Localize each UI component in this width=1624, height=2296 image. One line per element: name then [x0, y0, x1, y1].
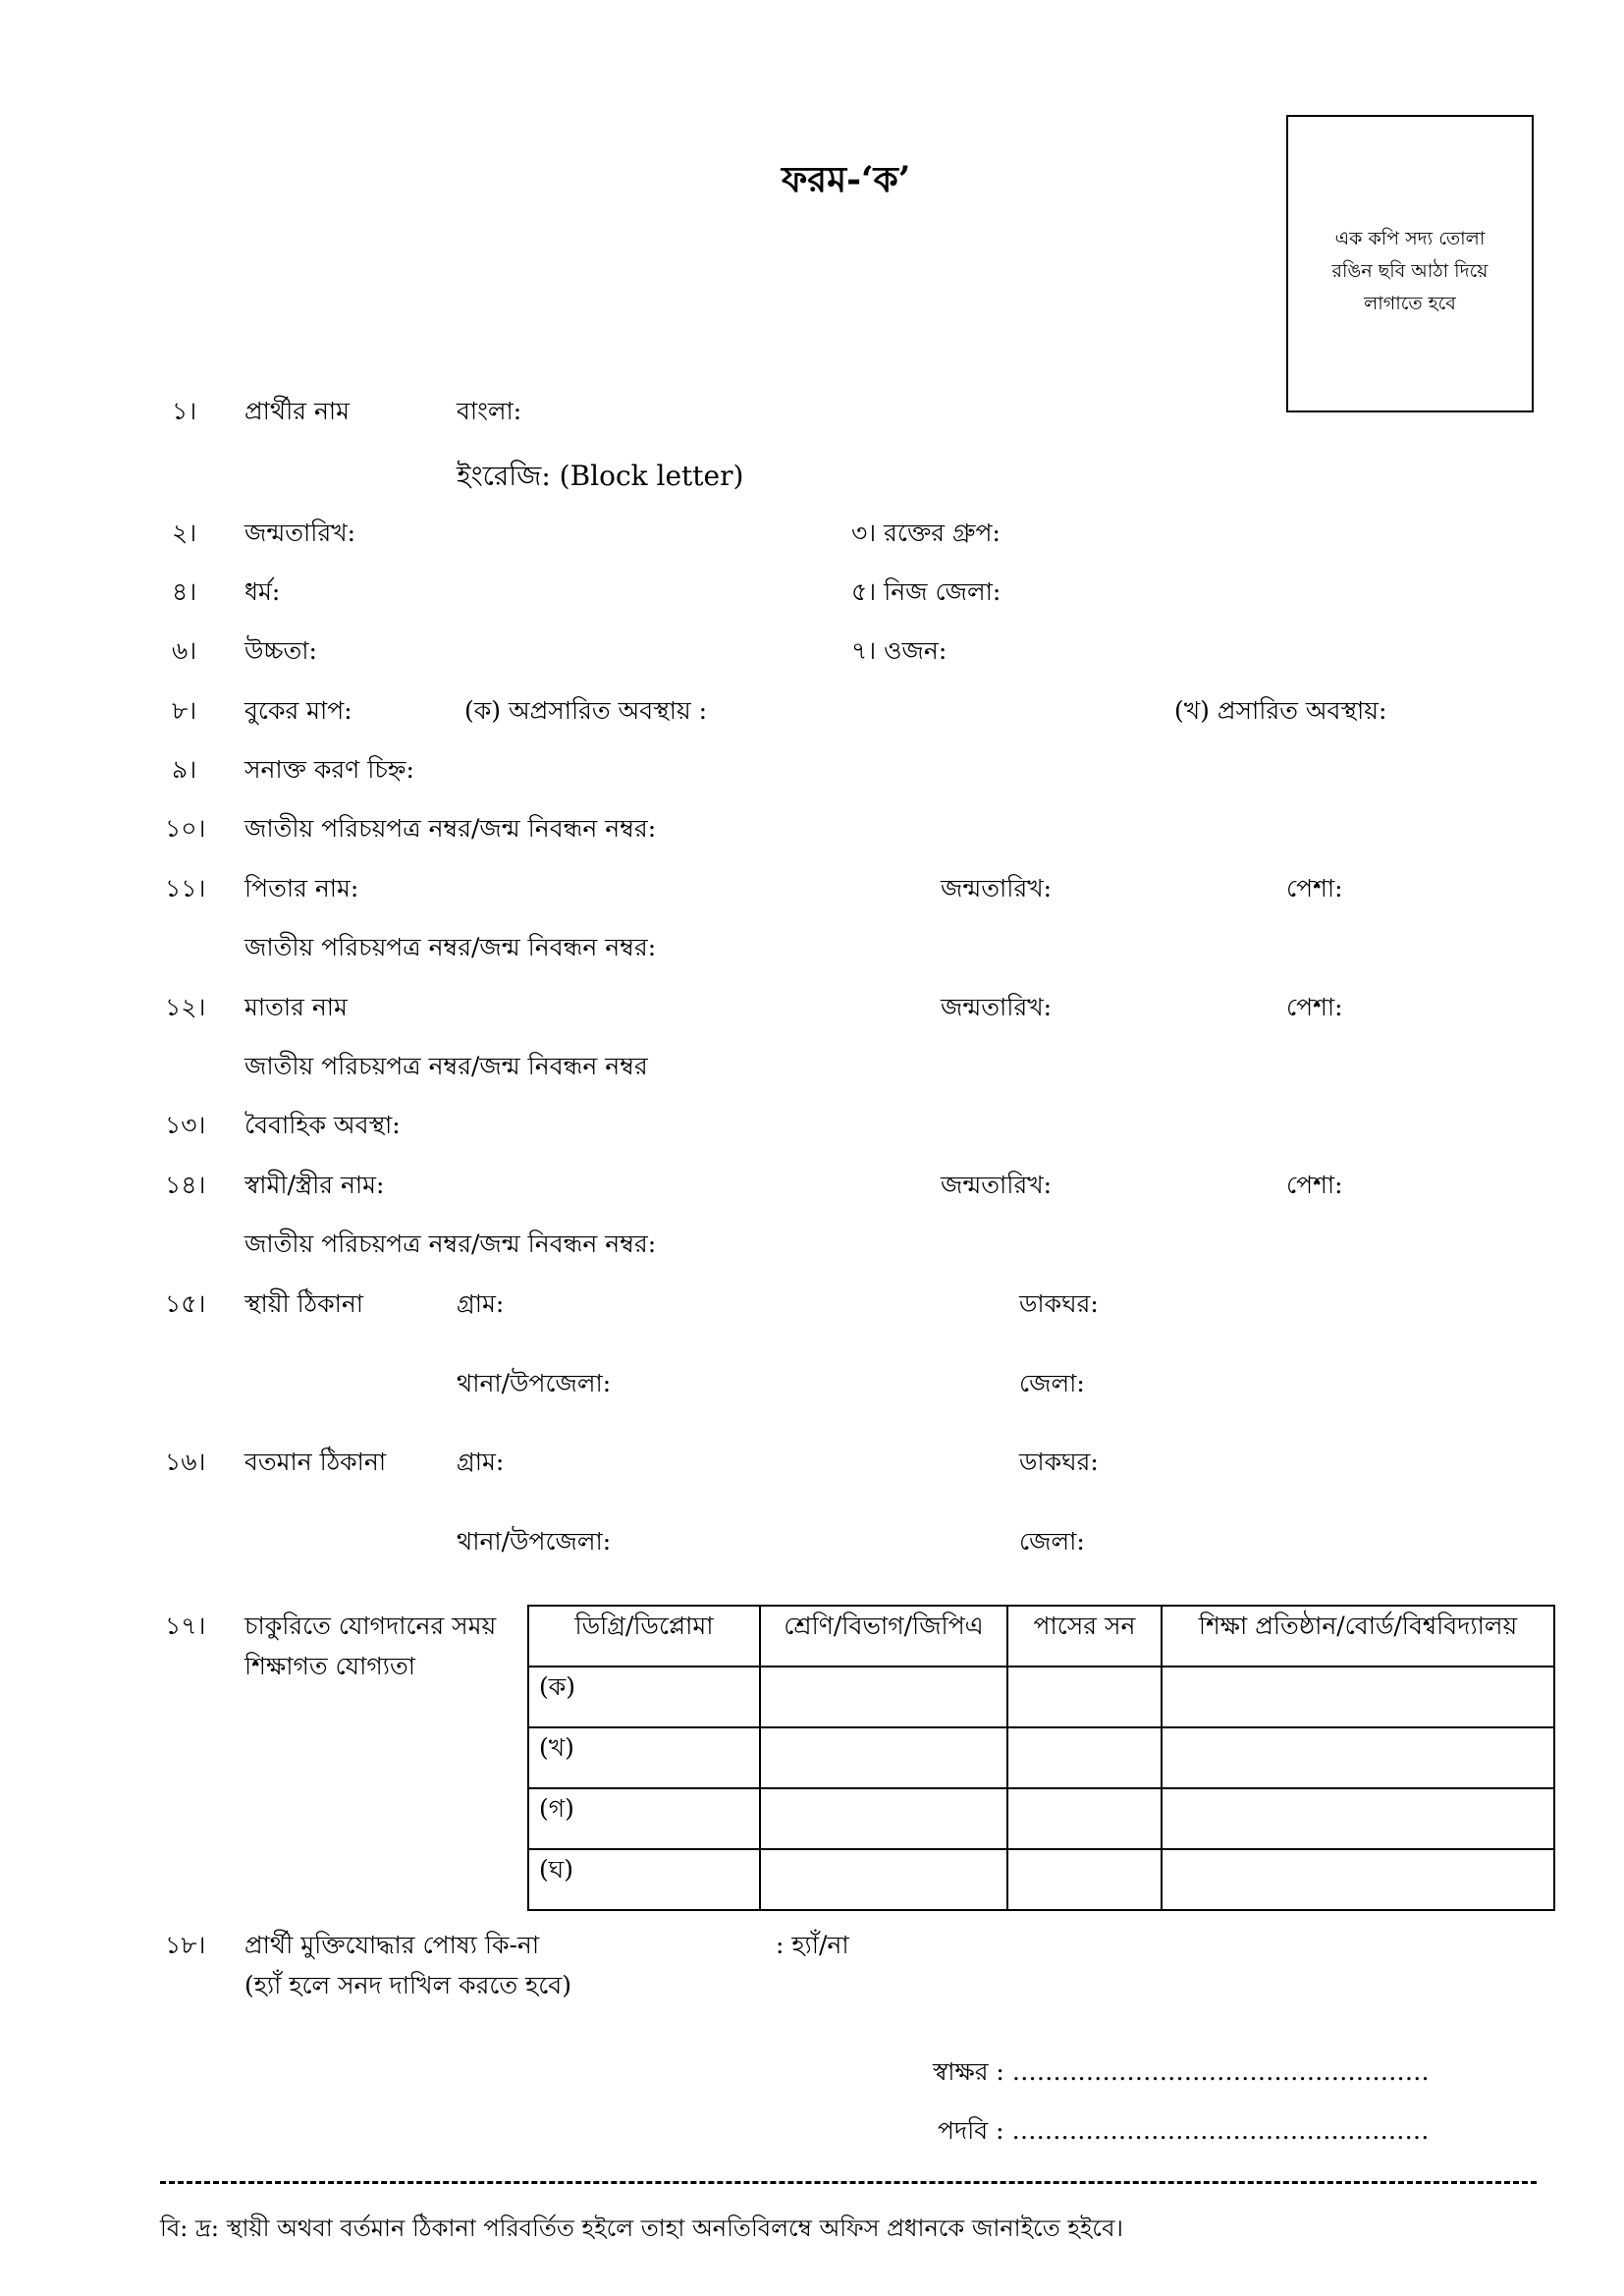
- spouse-name-field[interactable]: স্বামী/স্ত্রীর নাম:: [244, 1171, 385, 1199]
- education-label-line1: চাকুরিতে যোগদানের সময়: [244, 1612, 497, 1640]
- footnote: বি: দ্র: স্থায়ী অথবা বর্তমান ঠিকানা পরিবর্তিত হইলে তাহা অনতিবিলম্বে অফিস প্রধানকে জানাইতে হইবে।: [160, 2214, 1124, 2242]
- row-label[interactable]: (ক): [528, 1667, 760, 1727]
- identification-mark-field[interactable]: সনাক্ত করণ চিহ্ন:: [244, 755, 414, 784]
- designation-field[interactable]: পদবি : ……………………………………………: [938, 2116, 1430, 2145]
- date-of-birth-field[interactable]: জন্মতারিখ:: [244, 519, 356, 547]
- present-district-field[interactable]: জেলা:: [1019, 1527, 1085, 1556]
- chest-measurement-label: বুকের মাপ:: [244, 696, 352, 725]
- applicant-name-label: প্রার্থীর নাম: [244, 397, 351, 425]
- form-title: ফরম-‘ক’: [782, 159, 911, 200]
- spouse-nid-field[interactable]: জাতীয় পরিচয়পত্র নম্বর/জন্ম নিবন্ধন নম্বর:: [244, 1230, 657, 1258]
- field-8-number: ৮।: [172, 696, 197, 725]
- table-cell[interactable]: [760, 1727, 1007, 1788]
- religion-field[interactable]: ধর্ম:: [244, 577, 281, 606]
- field-12-number: ১২।: [165, 993, 206, 1021]
- height-field[interactable]: উচ্চতা:: [244, 636, 317, 665]
- education-label-line2: শিক্ষাগত যোগ্যতা: [244, 1652, 415, 1680]
- permanent-address-label: স্থায়ী ঠিকানা: [244, 1289, 364, 1318]
- field-17-number: ১৭।: [165, 1612, 206, 1640]
- row-label[interactable]: (ঘ): [528, 1849, 760, 1910]
- row-label[interactable]: (গ): [528, 1788, 760, 1849]
- table-cell[interactable]: [760, 1849, 1007, 1910]
- table-cell[interactable]: [1007, 1849, 1162, 1910]
- nid-field[interactable]: জাতীয় পরিচয়পত্র নম্বর/জন্ম নিবন্ধন নম্বর:: [244, 814, 657, 843]
- spouse-dob-field[interactable]: জন্মতারিখ:: [941, 1171, 1053, 1199]
- header-degree: ডিগ্রি/ডিপ্লোমা: [528, 1606, 760, 1667]
- field-4-number: ৪।: [172, 577, 197, 606]
- education-header-row: [528, 1606, 1554, 1667]
- home-district-field[interactable]: ৫। নিজ জেলা:: [851, 577, 1001, 606]
- field-9-number: ৯।: [172, 755, 197, 784]
- permanent-thana-field[interactable]: থানা/উপজেলা:: [457, 1369, 612, 1397]
- father-name-field[interactable]: পিতার নাম:: [244, 874, 359, 902]
- present-address-label: বতমান ঠিকানা: [244, 1448, 387, 1476]
- table-cell[interactable]: [1007, 1667, 1162, 1727]
- table-cell[interactable]: [1007, 1727, 1162, 1788]
- table-cell[interactable]: [760, 1788, 1007, 1849]
- table-cell[interactable]: [1162, 1849, 1554, 1910]
- signature-field[interactable]: স্বাক্ষর : ……………………………………………: [933, 2057, 1430, 2086]
- table-cell[interactable]: [1162, 1667, 1554, 1727]
- field-1-number: ১।: [172, 397, 197, 425]
- field-18-number: ১৮।: [165, 1931, 206, 1959]
- father-occupation-field[interactable]: পেশা:: [1286, 874, 1343, 902]
- mother-dob-field[interactable]: জন্মতারিখ:: [941, 993, 1053, 1021]
- chest-unexpanded-field[interactable]: (ক) অপ্রসারিত অবস্থায় :: [464, 696, 708, 725]
- dashed-separator: [160, 2181, 1537, 2184]
- header-institution: শিক্ষা প্রতিষ্ঠান/বোর্ড/বিশ্ববিদ্যালয়: [1162, 1606, 1554, 1667]
- chest-expanded-field[interactable]: (খ) প্রসারিত অবস্থায়:: [1174, 696, 1387, 725]
- table-row: [528, 1727, 1554, 1788]
- photo-box[interactable]: [1286, 115, 1534, 412]
- header-passing-year: পাসের সন: [1007, 1606, 1162, 1667]
- field-11-number: ১১।: [165, 874, 206, 902]
- present-thana-field[interactable]: থানা/উপজেলা:: [457, 1527, 612, 1556]
- marital-status-field[interactable]: বৈবাহিক অবস্থা:: [244, 1111, 401, 1139]
- blood-group-field[interactable]: ৩। রক্তের গ্রুপ:: [851, 519, 1001, 547]
- field-10-number: ১০।: [165, 814, 206, 843]
- table-cell[interactable]: [1162, 1727, 1554, 1788]
- spouse-occupation-field[interactable]: পেশা:: [1286, 1171, 1343, 1199]
- present-post-office-field[interactable]: ডাকঘর:: [1019, 1448, 1099, 1476]
- weight-field[interactable]: ৭। ওজন:: [851, 636, 947, 665]
- present-village-field[interactable]: গ্রাম:: [457, 1448, 505, 1476]
- header-division: শ্রেণি/বিভাগ/জিপিএ: [760, 1606, 1007, 1667]
- name-english-field[interactable]: ইংরেজি: (Block letter): [457, 460, 744, 492]
- freedom-fighter-note: (হ্যাঁ হলে সনদ দাখিল করতে হবে): [244, 1971, 571, 1999]
- freedom-fighter-answer[interactable]: : হ্যাঁ/না: [776, 1931, 849, 1959]
- permanent-village-field[interactable]: গ্রাম:: [457, 1289, 505, 1318]
- field-2-number: ২।: [172, 519, 197, 547]
- mother-occupation-field[interactable]: পেশা:: [1286, 993, 1343, 1021]
- table-cell[interactable]: [760, 1667, 1007, 1727]
- freedom-fighter-question: প্রার্থী মুক্তিযোদ্ধার পোষ্য কি-না: [244, 1931, 540, 1959]
- permanent-post-office-field[interactable]: ডাকঘর:: [1019, 1289, 1099, 1318]
- father-dob-field[interactable]: জন্মতারিখ:: [941, 874, 1053, 902]
- field-13-number: ১৩।: [165, 1111, 206, 1139]
- row-label[interactable]: (খ): [528, 1727, 760, 1788]
- table-cell[interactable]: [1162, 1788, 1554, 1849]
- table-row: [528, 1667, 1554, 1727]
- table-row: [528, 1849, 1554, 1910]
- permanent-district-field[interactable]: জেলা:: [1019, 1369, 1085, 1397]
- education-table: [527, 1605, 1555, 1911]
- field-6-number: ৬।: [172, 636, 197, 665]
- table-row: [528, 1788, 1554, 1849]
- mother-name-field[interactable]: মাতার নাম: [244, 993, 348, 1021]
- table-cell[interactable]: [1007, 1788, 1162, 1849]
- mother-nid-field[interactable]: জাতীয় পরিচয়পত্র নম্বর/জন্ম নিবন্ধন নম্বর: [244, 1052, 648, 1080]
- photo-instruction: এক কপি সদ্য তোলা রঙিন ছবি আঠা দিয়ে লাগাতে হবে: [1331, 228, 1489, 314]
- field-15-number: ১৫।: [165, 1289, 206, 1318]
- field-14-number: ১৪।: [165, 1171, 206, 1199]
- father-nid-field[interactable]: জাতীয় পরিচয়পত্র নম্বর/জন্ম নিবন্ধন নম্বর:: [244, 933, 657, 961]
- field-16-number: ১৬।: [165, 1448, 206, 1476]
- name-bangla-field[interactable]: বাংলা:: [457, 397, 522, 425]
